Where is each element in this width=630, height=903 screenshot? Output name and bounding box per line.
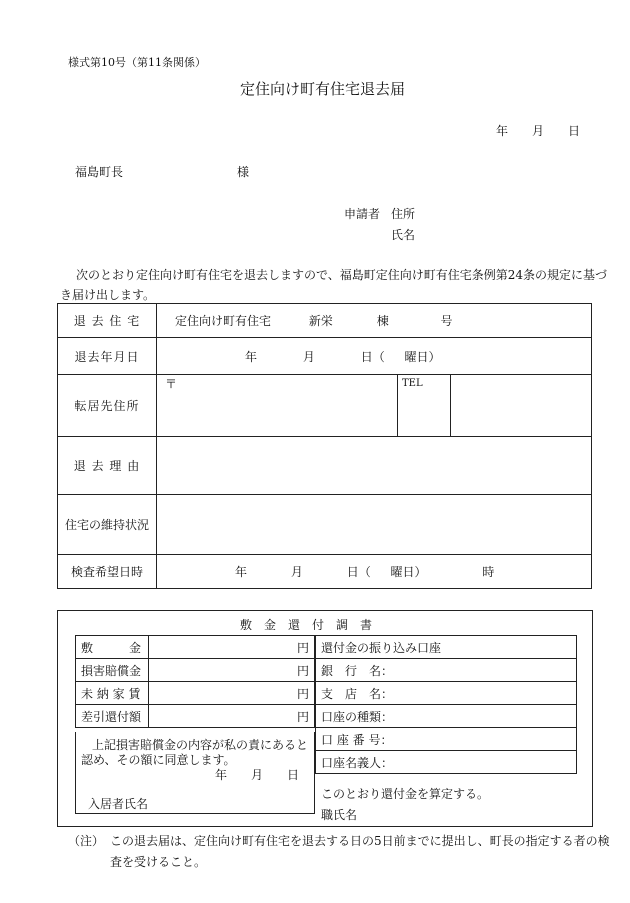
damages-unit: 円 [296, 663, 309, 678]
residence-area: 新栄 [308, 314, 333, 328]
calc-note: このとおり還付金を算定する。 [321, 787, 490, 801]
withdrawal-table [57, 303, 592, 589]
note-line-2: 査を受けること。 [110, 855, 207, 869]
account-holder-field[interactable]: 口座名義人： [316, 751, 577, 774]
postal-mark: 〒 [165, 377, 178, 391]
inspection-label: 検査希望日時 [58, 555, 157, 589]
inspection-hour: 時 [482, 565, 495, 579]
honorific: 様 [237, 165, 250, 179]
applicant-address-label: 住所 [391, 207, 416, 221]
unpaid-rent-unit: 円 [296, 686, 309, 701]
bank-name-field[interactable]: 銀 行 名： [316, 659, 577, 682]
resident-name-label: 入居者氏名 [88, 797, 149, 811]
tel-field[interactable] [451, 375, 592, 437]
applicant-label: 申請者 [344, 207, 381, 221]
new-address-field[interactable] [157, 375, 398, 437]
account-number-field[interactable]: 口 座 番 号： [316, 728, 577, 751]
withdraw-date-label: 退去年月日 [58, 338, 157, 375]
consent-line-2: 認め、その額に同意します。 [81, 753, 236, 767]
refund-label: 差引還付額 [76, 705, 149, 728]
tel-label: TEL [402, 378, 423, 389]
deposit-label: 敷 金 [76, 636, 149, 659]
deposit-amount[interactable] [149, 636, 315, 659]
refund-unit: 円 [296, 709, 309, 724]
inspection-weekday: 曜日） [390, 565, 427, 579]
consent-date: 年 月 日 [215, 768, 300, 782]
inspection-day: 日（ [346, 565, 371, 579]
damages-label: 損害賠償金 [76, 659, 149, 682]
reason-field[interactable] [157, 437, 592, 495]
new-address-label: 転居先住所 [58, 375, 157, 437]
condition-field[interactable] [157, 495, 592, 555]
tel-label-cell [398, 375, 451, 437]
official-name-label: 職氏名 [321, 808, 358, 822]
deposit-unit: 円 [296, 640, 309, 655]
damages-amount[interactable] [149, 659, 315, 682]
note-line-1: この退去届は、定住向け町有住宅を退去する日の5日前までに提出し、町長の指定する者の検 [110, 834, 610, 848]
deposit-amount-table [75, 635, 315, 728]
reason-label: 退 去 理 由 [58, 437, 157, 495]
note-label: （注） [68, 834, 105, 848]
intro-line-2: き届け出します。 [60, 288, 156, 302]
withdraw-weekday: 曜日） [404, 349, 441, 364]
date-line: 年 月 日 [496, 124, 581, 138]
residence-value[interactable] [157, 304, 592, 338]
account-type-field[interactable]: 口座の種類： [316, 705, 577, 728]
intro-line-1: 次のとおり定住向け町有住宅を退去しますので、福島町定住向け町有住宅条例第24条の規定に基づ [76, 268, 608, 282]
condition-label: 住宅の維持状況 [58, 495, 157, 555]
unpaid-rent-label: 未 納 家 賃 [76, 682, 149, 705]
addressee: 福島町長 [75, 165, 124, 179]
account-heading: 還付金の振り込み口座 [316, 636, 577, 659]
deposit-title: 敷 金 還 付 調 書 [240, 618, 373, 632]
inspection-year: 年 [235, 565, 248, 579]
branch-name-field[interactable]: 支 店 名： [316, 682, 577, 705]
consent-box [75, 732, 315, 814]
residence-building: 棟 [376, 314, 389, 328]
page-title: 定住向け町有住宅退去届 [240, 80, 406, 98]
refund-account-table [315, 635, 577, 774]
form-number: 様式第10号（第11条関係） [68, 56, 206, 69]
withdraw-day: 日（ [360, 349, 385, 364]
withdraw-year: 年 [245, 349, 258, 364]
withdraw-date-value[interactable] [157, 338, 592, 375]
residence-label: 退 去 住 宅 [58, 304, 157, 338]
refund-amount[interactable] [149, 705, 315, 728]
unpaid-rent-amount[interactable] [149, 682, 315, 705]
inspection-month: 月 [290, 565, 303, 579]
withdraw-month: 月 [302, 349, 315, 364]
residence-type: 定住向け町有住宅 [175, 314, 272, 328]
inspection-value[interactable] [157, 555, 592, 589]
applicant-name-label: 氏名 [391, 228, 416, 242]
deposit-refund-box [57, 610, 593, 827]
residence-number: 号 [440, 314, 453, 328]
consent-line-1: 上記損害賠償金の内容が私の責にあると [92, 738, 309, 752]
